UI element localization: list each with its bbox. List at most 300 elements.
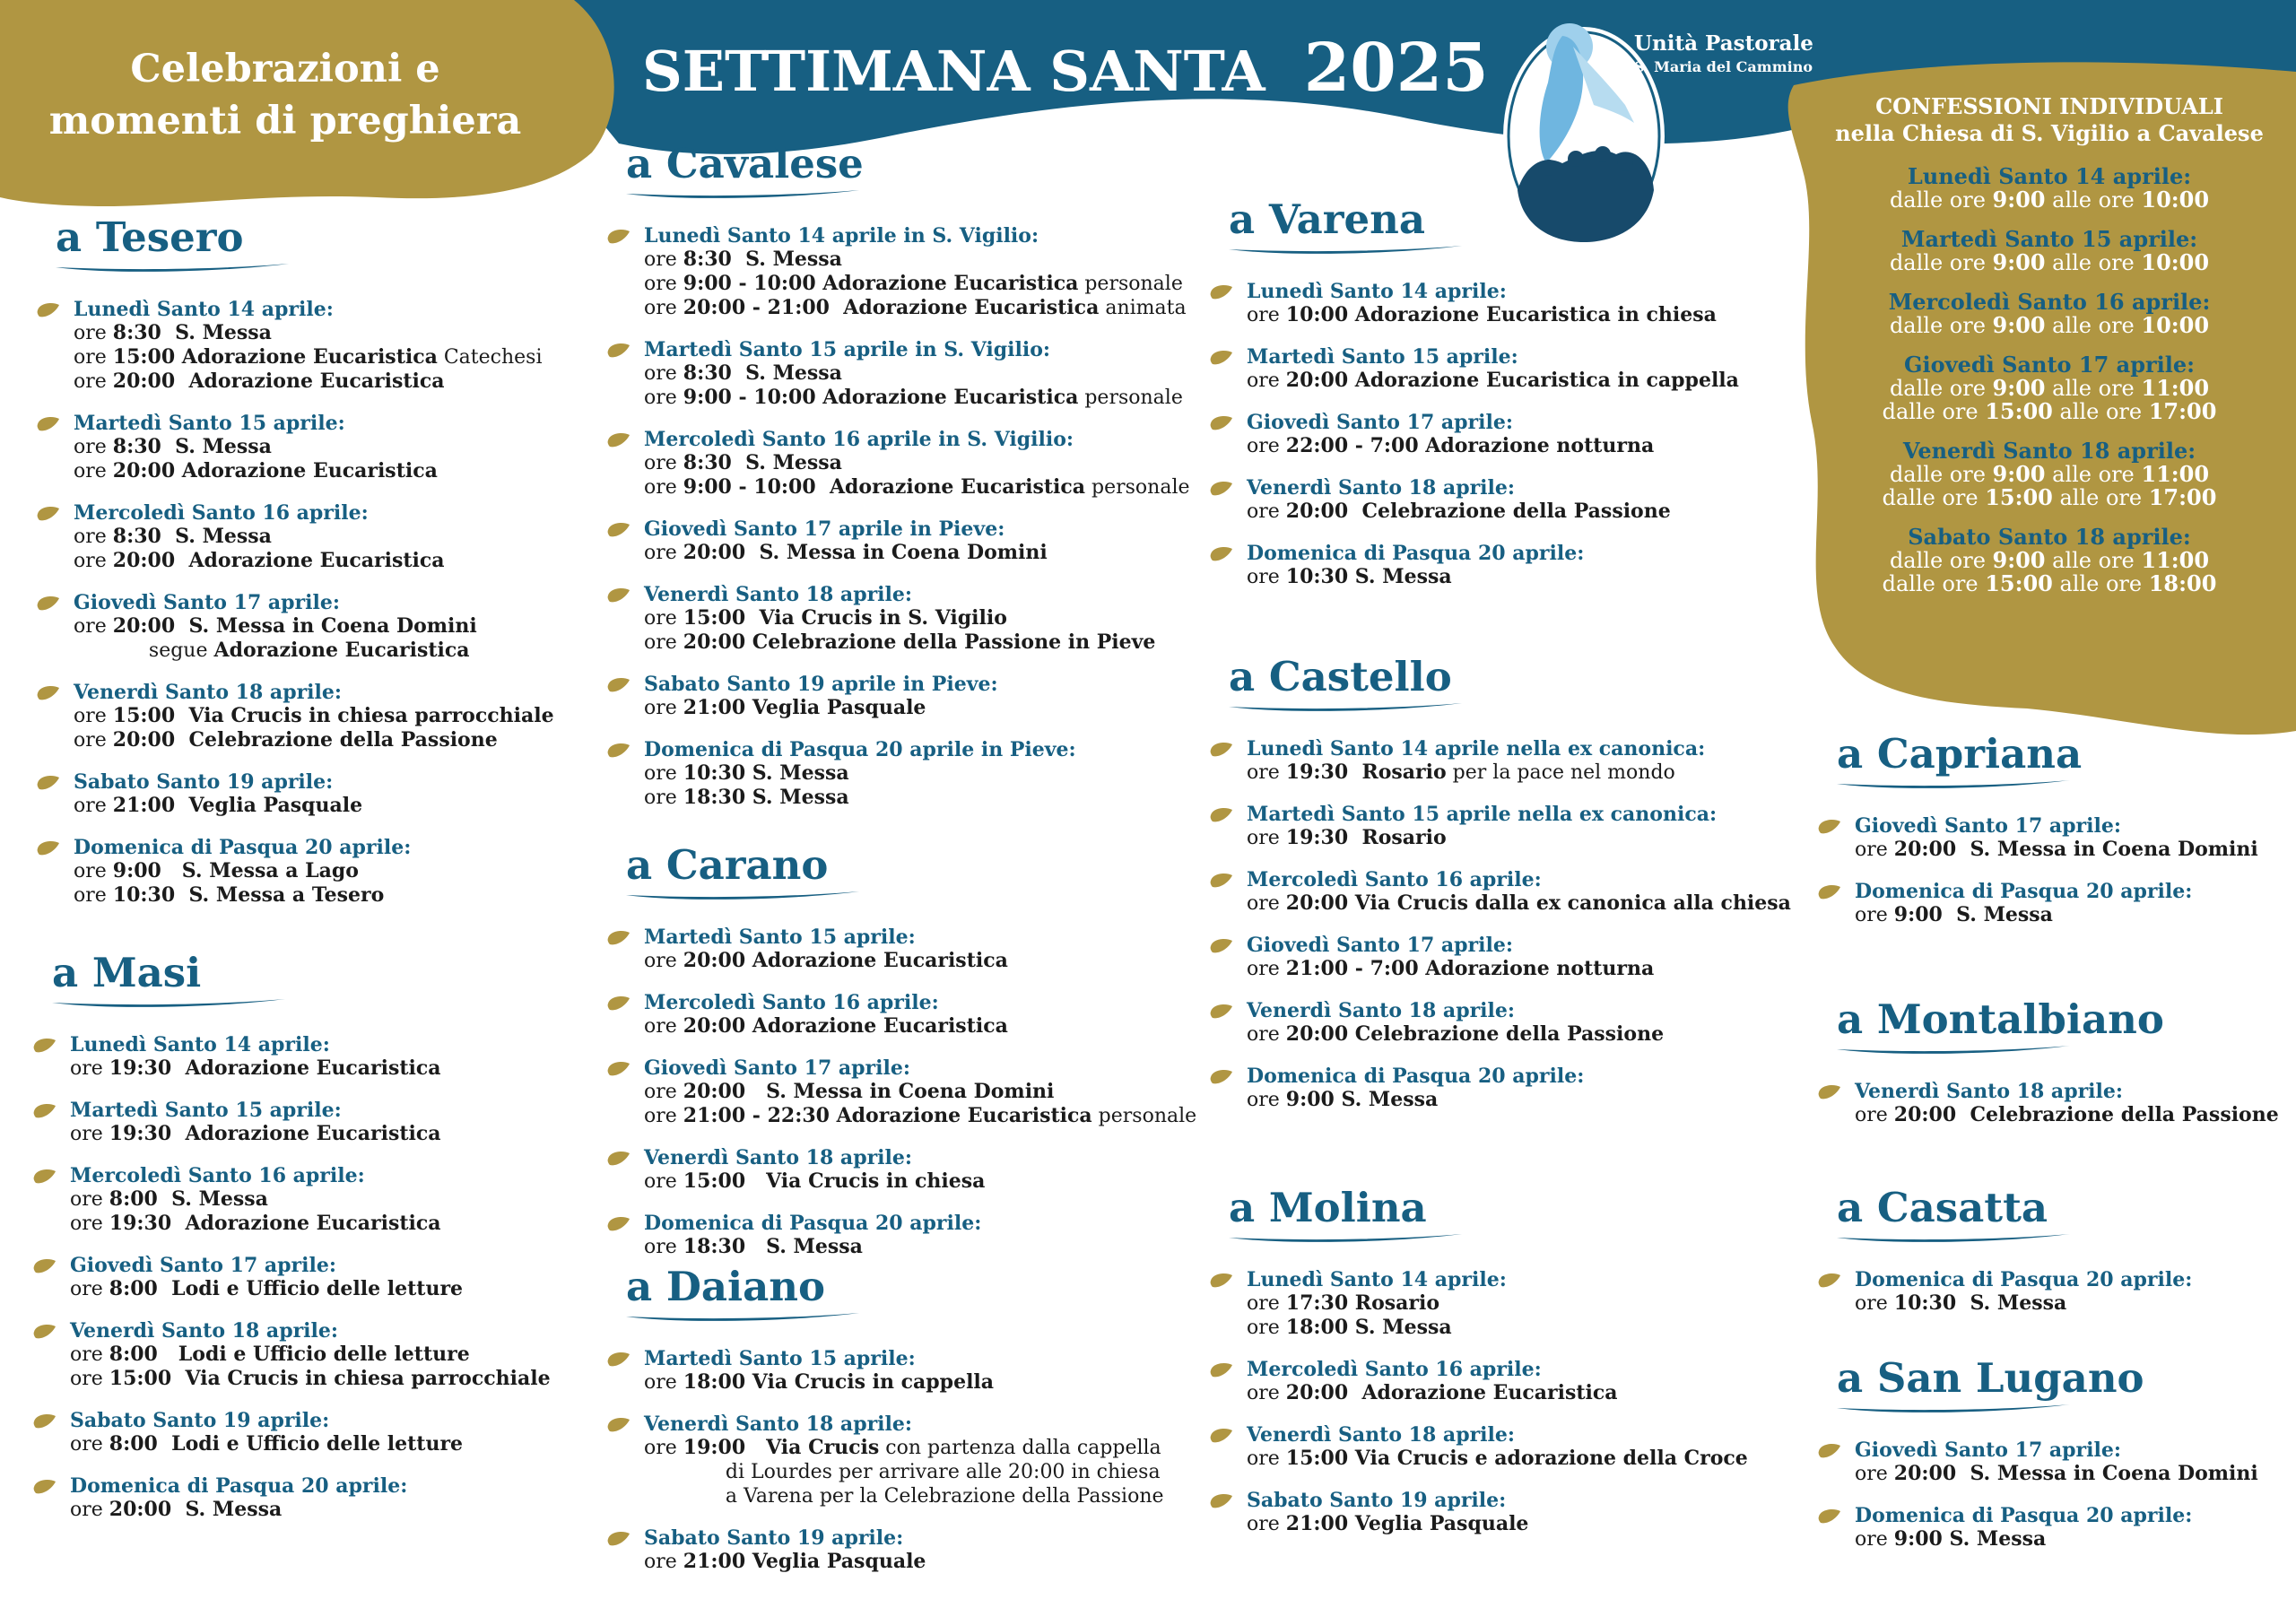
entry-main: 21:00 Veglia Pasquale [1285, 1512, 1529, 1535]
entry-line [1247, 369, 1739, 393]
entry-main: 21:00 Veglia Pasquale [683, 1550, 926, 1573]
section-entries [1817, 814, 2258, 927]
entry-prefix: ore [1247, 566, 1286, 588]
confession-start-time: 9:00 [1992, 547, 2046, 573]
entry-prefix: ore [644, 1236, 683, 1258]
entry-main: 8:30 S. Messa [112, 435, 272, 458]
confession-item [1780, 353, 2296, 423]
section-carano [606, 843, 1196, 1259]
entry-main: 21:00 Veglia Pasquale [112, 794, 363, 817]
entry-prefix: ore [644, 1105, 683, 1127]
entry-line [644, 761, 1190, 786]
section-underline-wrap [1837, 1232, 2070, 1245]
section-underline-wrap [1837, 778, 2070, 791]
entry-main: 18:00 Via Crucis in cappella [683, 1370, 995, 1394]
leaf-bullet-icon [32, 1102, 57, 1120]
entry-prefix: ore [1855, 839, 1894, 861]
entry-prefix: ore [644, 542, 683, 564]
confession-from-label: dalle ore [1889, 376, 1993, 401]
entry-main: 20:00 Celebrazione della Passione [112, 728, 498, 752]
entry-line [644, 1370, 1164, 1395]
entry-main: 8:00 S. Messa [109, 1187, 268, 1211]
entry-day: Venerdì Santo 18 aprile: [1247, 1423, 1515, 1447]
entry-main: 15:00 Adorazione Eucaristica [112, 345, 438, 369]
confession-time [1780, 549, 2296, 572]
entry-prefix: ore [644, 697, 683, 719]
entry-prefix: ore [70, 1368, 109, 1390]
entry-day: Domenica di Pasqua 20 aprile: [1247, 1065, 1585, 1088]
entry-prefix: ore [74, 860, 113, 882]
leaf-bullet-icon [1209, 741, 1234, 759]
confession-day: Giovedì Santo 17 aprile: [1904, 352, 2195, 378]
schedule-entry [1209, 1358, 1748, 1405]
entry-main: 19:00 Via Crucis [683, 1436, 880, 1459]
entry-line [70, 1343, 551, 1367]
entry-main: 20:00 Celebrazione della Passione in Pieve [683, 630, 1156, 654]
entry-line [74, 794, 554, 818]
entry-day: Venerdì Santo 18 aprile: [70, 1319, 338, 1343]
entry-line [1247, 1381, 1748, 1405]
schedule-entry [606, 428, 1190, 500]
entry-main: 21:00 Veglia Pasquale [683, 696, 926, 719]
parish-unit-line2: S. Maria del Cammino [1634, 58, 1813, 75]
confession-day: Martedì Santo 15 aprile: [1900, 226, 2198, 252]
entry-day: Martedì Santo 15 aprile nella ex canonica: [1247, 803, 1718, 826]
entry-line [644, 1014, 1196, 1039]
entry-main: 19:30 Rosario [1285, 826, 1447, 849]
entry-main: 20:00 Adorazione Eucaristica [1285, 1381, 1618, 1404]
entry-prefix: ore [1247, 500, 1286, 523]
section-underline [1229, 244, 1462, 256]
entry-prefix: ore [1247, 1089, 1286, 1111]
schedule-entry [1817, 880, 2258, 927]
entry-prefix: ore [74, 460, 113, 482]
entry-main: Adorazione Eucaristica [213, 639, 470, 662]
entry-line [1247, 500, 1739, 524]
leaf-bullet-icon [36, 839, 61, 857]
entry-day: Martedì Santo 15 aprile: [644, 926, 916, 949]
confession-end-time: 10:00 [2141, 249, 2210, 275]
entry-prefix: ore [74, 436, 113, 458]
entry-prefix: ore [644, 1015, 683, 1038]
leaf-bullet-icon [1209, 414, 1234, 432]
entry-day: Sabato Santo 19 aprile: [74, 770, 334, 794]
entry-day: Lunedì Santo 14 aprile in S. Vigilio: [644, 224, 1039, 248]
entry-line [74, 435, 554, 459]
leaf-bullet-icon [1209, 1427, 1234, 1445]
entry-prefix: ore [70, 1057, 109, 1080]
entry-day: Mercoledì Santo 16 aprile: [644, 991, 939, 1014]
section-title: a San Lugano [1837, 1354, 2144, 1402]
entry-main: 8:00 Lodi e Ufficio delle letture [109, 1343, 470, 1366]
section-entries [606, 1347, 1164, 1574]
section-underline [1837, 1403, 2070, 1415]
schedule-entry [36, 681, 554, 752]
entry-prefix: ore [644, 1551, 683, 1573]
entry-line [1247, 565, 1739, 589]
page-title [642, 32, 1489, 108]
entry-prefix: ore [70, 1433, 109, 1456]
entry-main: 10:00 Adorazione Eucaristica in chiesa [1285, 303, 1717, 326]
entry-main: 20:00 Celebrazione della Passione [1893, 1103, 2279, 1126]
schedule-entry [606, 338, 1190, 410]
section-underline [626, 1311, 859, 1324]
entry-main: 20:00 S. Messa in Coena Domini [1893, 1462, 2258, 1485]
section-underline-wrap [56, 262, 289, 274]
confessions-title-line2: nella Chiesa di S. Vigilio a Cavalese [1835, 120, 2264, 146]
schedule-entry [606, 1412, 1164, 1508]
entry-prefix: ore [74, 322, 113, 344]
entry-prefix: ore [74, 346, 113, 369]
leaf-bullet-icon [1209, 937, 1234, 955]
entry-main: 20:00 Celebrazione della Passione [1285, 1022, 1665, 1046]
entry-day: Martedì Santo 15 aprile: [70, 1099, 342, 1122]
entry-day: Domenica di Pasqua 20 aprile in Pieve: [644, 738, 1076, 761]
entry-line [644, 1169, 1196, 1194]
entry-day: Venerdì Santo 18 aprile: [1247, 476, 1515, 500]
confessions-panel [1780, 93, 2296, 612]
entry-main: 9:00 S. Messa [1285, 1088, 1439, 1111]
entry-prefix: ore [1247, 1317, 1286, 1339]
entry-line [70, 1277, 551, 1301]
schedule-entry [36, 298, 554, 394]
entry-line [70, 1056, 551, 1081]
section-underline [1837, 1232, 2070, 1245]
confession-time [1780, 572, 2296, 595]
confession-to-label: alle ore [2052, 399, 2149, 424]
leaf-bullet-icon [32, 1037, 57, 1055]
schedule-entry [1209, 542, 1739, 589]
section-title: a Capriana [1837, 730, 2083, 778]
confession-end-time: 18:00 [2148, 570, 2217, 596]
schedule-entry [32, 1033, 551, 1081]
schedule-entry [606, 738, 1190, 810]
entry-main: 10:30 S. Messa [683, 761, 849, 785]
entry-main: 19:30 Adorazione Eucaristica [109, 1212, 441, 1235]
entry-line [70, 1432, 551, 1456]
entry-prefix: ore [1855, 1104, 1894, 1126]
confession-to-label: alle ore [2045, 187, 2142, 213]
leaf-bullet-icon [606, 1530, 631, 1548]
entry-suffix: di Lourdes per arrivare alle 20:00 in chiesa [725, 1461, 1161, 1483]
entry-main: 20:00 Celebrazione della Passione [1285, 500, 1671, 523]
entry-main: 20:00 S. Messa in Coena Domini [112, 614, 477, 638]
schedule-entry [1209, 345, 1739, 393]
confession-start-time: 9:00 [1992, 249, 2046, 275]
schedule-entry [1209, 411, 1739, 458]
entry-line [74, 549, 554, 573]
entry-prefix: ore [74, 729, 113, 752]
entry-main: 20:00 Adorazione Eucaristica [112, 369, 445, 393]
entry-prefix: ore [644, 1170, 683, 1193]
entry-line [644, 541, 1190, 565]
leaf-bullet-icon [32, 1478, 57, 1496]
confession-day: Lunedì Santo 14 aprile: [1907, 163, 2192, 189]
entry-prefix: ore [1247, 1023, 1286, 1046]
confession-from-label: dalle ore [1889, 548, 1993, 573]
entry-main: 20:00 Adorazione Eucaristica [683, 1014, 1008, 1038]
leaf-bullet-icon [32, 1168, 57, 1186]
leaf-bullet-icon [1817, 818, 1842, 836]
entry-prefix: ore [644, 787, 683, 809]
section-underline-wrap [1229, 244, 1462, 256]
entry-line [644, 1436, 1164, 1460]
schedule-entry [1817, 814, 2258, 862]
entry-day: Domenica di Pasqua 20 aprile: [74, 836, 412, 859]
confession-to-label: alle ore [2045, 250, 2142, 275]
section-underline-wrap [626, 188, 859, 201]
entry-day: Venerdì Santo 18 aprile: [1855, 1080, 2123, 1103]
entry-prefix: ore [74, 795, 113, 817]
schedule-entry [606, 1056, 1196, 1128]
entry-line [1247, 1512, 1748, 1536]
section-title: a Cavalese [626, 140, 864, 187]
leaf-bullet-icon [606, 431, 631, 449]
entry-prefix: ore [74, 550, 113, 572]
schedule-entry [606, 991, 1196, 1039]
entry-day: Venerdì Santo 18 aprile: [1247, 999, 1515, 1022]
entry-line [644, 696, 1190, 720]
confession-start-time: 15:00 [1985, 484, 2053, 510]
schedule-entry [1817, 1504, 2258, 1552]
entry-suffix: a Varena per la Celebrazione della Passione [725, 1485, 1164, 1508]
entry-main: 15:00 Via Crucis in chiesa parrocchiale [109, 1367, 551, 1390]
leaf-bullet-icon [1817, 1442, 1842, 1460]
entry-suffix: con partenza dalla cappella [879, 1437, 1161, 1459]
entry-line [1247, 434, 1739, 458]
section-title: a Masi [52, 949, 202, 996]
entry-line [644, 272, 1190, 296]
entry-line [1247, 303, 1739, 327]
confession-to-label: alle ore [2045, 462, 2142, 487]
entry-main: 18:30 S. Messa [683, 1235, 863, 1258]
confession-start-time: 9:00 [1992, 312, 2046, 338]
entry-line [1855, 1291, 2192, 1316]
entry-day: Mercoledì Santo 16 aprile: [1247, 868, 1542, 891]
confession-start-time: 9:00 [1992, 461, 2046, 487]
section-tesero [36, 215, 554, 908]
entry-main: 17:30 Rosario [1285, 1291, 1440, 1315]
schedule-entry [1209, 999, 1791, 1047]
entry-prefix: ore [1247, 761, 1286, 784]
schedule-entry [606, 1146, 1196, 1194]
schedule-entry [606, 583, 1190, 655]
confession-start-time: 15:00 [1985, 570, 2053, 596]
confession-to-label: alle ore [2052, 571, 2149, 596]
entry-day: Domenica di Pasqua 20 aprile: [1855, 1504, 2193, 1527]
entry-prefix: ore [1247, 958, 1286, 980]
section-title: a Daiano [626, 1263, 825, 1310]
leaf-bullet-icon [36, 774, 61, 792]
section-underline-wrap [52, 997, 285, 1010]
entry-day: Domenica di Pasqua 20 aprile: [70, 1474, 408, 1498]
entry-line [644, 451, 1190, 475]
entry-line [644, 1484, 1164, 1508]
entry-prefix: ore [644, 387, 683, 409]
confession-item [1780, 228, 2296, 274]
entry-prefix: ore [644, 1371, 683, 1394]
schedule-entry [36, 591, 554, 663]
schedule-entry [36, 412, 554, 483]
leaf-bullet-icon [606, 995, 631, 1013]
section-underline-wrap [626, 1311, 859, 1324]
confession-to-label: alle ore [2045, 313, 2142, 338]
entry-main: 15:00 Via Crucis e adorazione della Croce [1285, 1447, 1748, 1470]
entry-line [1247, 1291, 1748, 1316]
entry-main: 8:30 S. Messa [112, 321, 272, 344]
section-underline-wrap [1837, 1403, 2070, 1415]
entry-day: Giovedì Santo 17 aprile: [644, 1056, 910, 1080]
entry-main: 19:30 Rosario [1285, 761, 1447, 784]
confession-to-label: alle ore [2052, 485, 2149, 510]
entry-day: Mercoledì Santo 16 aprile in S. Vigilio: [644, 428, 1074, 451]
confession-time [1780, 463, 2296, 486]
entry-prefix: ore [1247, 1382, 1286, 1404]
section-title: a Tesero [56, 213, 244, 261]
confession-end-time: 17:00 [2148, 398, 2217, 424]
entry-main: 20:00 - 21:00 Adorazione Eucaristica [683, 296, 1100, 319]
leaf-bullet-icon [606, 342, 631, 360]
confession-from-label: dalle ore [1882, 485, 1986, 510]
entry-line [1855, 1462, 2258, 1486]
entry-day: Domenica di Pasqua 20 aprile: [1855, 880, 2193, 903]
entry-day: Sabato Santo 19 aprile: [70, 1409, 330, 1432]
section-entries [1817, 1439, 2258, 1552]
confession-time [1780, 400, 2296, 423]
entry-line [70, 1498, 551, 1522]
entry-prefix: ore [74, 526, 113, 548]
entry-main: 19:30 Adorazione Eucaristica [109, 1122, 441, 1145]
entry-prefix: ore [1247, 1513, 1286, 1535]
entry-prefix [644, 1461, 726, 1483]
leaf-bullet-icon [1209, 1068, 1234, 1086]
leaf-bullet-icon [36, 505, 61, 523]
entry-day: Venerdì Santo 18 aprile: [74, 681, 342, 704]
entry-main: 10:30 S. Messa [1285, 565, 1452, 588]
entry-suffix: per la pace nel mondo [1446, 761, 1675, 784]
confession-end-time: 11:00 [2141, 461, 2210, 487]
entry-line [644, 1235, 1196, 1259]
entry-main: 15:00 Via Crucis in chiesa parrocchiale [112, 704, 554, 727]
schedule-entry [1209, 1065, 1791, 1112]
confession-item [1780, 165, 2296, 212]
section-entries [1817, 1268, 2192, 1316]
entry-prefix: ore [70, 1278, 109, 1300]
leaf-bullet-icon [606, 742, 631, 760]
entry-prefix: ore [644, 273, 683, 295]
entry-prefix: ore [74, 370, 113, 393]
schedule-entry [606, 673, 1190, 720]
entry-main: 8:30 S. Messa [683, 361, 842, 385]
entry-day: Lunedì Santo 14 aprile: [1247, 1268, 1507, 1291]
entry-prefix: ore [1855, 1463, 1894, 1485]
confession-from-label: dalle ore [1889, 462, 1993, 487]
leaf-bullet-icon [1209, 806, 1234, 824]
leaf-bullet-icon [36, 684, 61, 702]
entry-line [644, 786, 1190, 810]
confession-end-time: 10:00 [2141, 312, 2210, 338]
leaf-bullet-icon [32, 1323, 57, 1341]
entry-line [1247, 891, 1791, 916]
section-underline [1837, 1044, 2070, 1056]
schedule-entry [32, 1409, 551, 1456]
entry-main: 20:00 S. Messa [109, 1498, 283, 1521]
confession-day: Mercoledì Santo 16 aprile: [1888, 289, 2211, 315]
section-entries [606, 224, 1190, 810]
section-casatta [1817, 1186, 2192, 1316]
leaf-bullet-icon [606, 521, 631, 539]
entry-prefix: ore [644, 297, 683, 319]
entry-line [1247, 1316, 1748, 1340]
entry-day: Sabato Santo 19 aprile in Pieve: [644, 673, 998, 696]
entry-main: 8:00 Lodi e Ufficio delle letture [109, 1432, 464, 1456]
entry-day: Sabato Santo 19 aprile: [644, 1526, 904, 1550]
section-montalbiano [1817, 997, 2279, 1127]
entry-prefix: ore [644, 476, 683, 499]
section-underline-wrap [1229, 1232, 1462, 1245]
leaf-bullet-icon [1209, 480, 1234, 498]
entry-main: 8:30 S. Messa [112, 525, 272, 548]
section-entries [1209, 280, 1739, 589]
leaf-bullet-icon [1209, 1492, 1234, 1510]
schedule-entry [32, 1164, 551, 1236]
section-cavalese [606, 142, 1190, 810]
entry-main: 20:00 S. Messa in Coena Domini [1893, 838, 2258, 861]
entry-main: 15:00 Via Crucis in S. Vigilio [683, 606, 1007, 630]
section-molina [1209, 1186, 1748, 1536]
confession-day: Sabato Santo 18 aprile: [1908, 524, 2191, 550]
confession-from-label: dalle ore [1889, 313, 1993, 338]
parish-unit-line1: Unità Pastorale [1634, 31, 1813, 56]
section-title: a Molina [1229, 1184, 1427, 1231]
entry-line [644, 1104, 1196, 1128]
schedule-entry [1209, 1268, 1748, 1340]
entry-prefix: ore [644, 1081, 683, 1103]
entry-line [644, 361, 1190, 386]
confession-end-time: 11:00 [2141, 547, 2210, 573]
entry-line [74, 345, 554, 369]
entry-main: 9:00 S. Messa [1893, 903, 2053, 926]
entry-main: 20:00 Adorazione Eucaristica in cappella [1285, 369, 1739, 392]
entry-prefix: ore [1247, 304, 1286, 326]
entry-line [74, 883, 554, 908]
entry-prefix: ore [644, 248, 683, 271]
entry-line [644, 296, 1190, 320]
entry-main: 8:30 S. Messa [683, 248, 842, 271]
section-underline [626, 890, 859, 902]
leaf-bullet-icon [36, 595, 61, 613]
schedule-entry [32, 1474, 551, 1522]
confessions-list [1780, 165, 2296, 595]
confession-from-label: dalle ore [1882, 571, 1986, 596]
entry-main: 8:30 S. Messa [683, 451, 842, 474]
entry-line [1855, 903, 2258, 927]
entry-prefix: segue [74, 639, 214, 662]
section-title: a Castello [1229, 653, 1452, 700]
entry-suffix: personale [1078, 273, 1183, 295]
entry-prefix: ore [644, 1437, 683, 1459]
section-masi [32, 951, 551, 1522]
leaf-bullet-icon [606, 228, 631, 246]
entry-day: Martedì Santo 15 aprile: [74, 412, 345, 435]
entry-day: Giovedì Santo 17 aprile: [74, 591, 340, 614]
confession-to-label: alle ore [2045, 548, 2142, 573]
entry-main: 18:00 S. Messa [1285, 1316, 1452, 1339]
page-title-text: SETTIMANA SANTA [642, 39, 1265, 104]
entry-main: 10:30 S. Messa a Tesero [112, 883, 385, 907]
entry-line [74, 639, 554, 663]
entry-line [644, 1550, 1164, 1574]
